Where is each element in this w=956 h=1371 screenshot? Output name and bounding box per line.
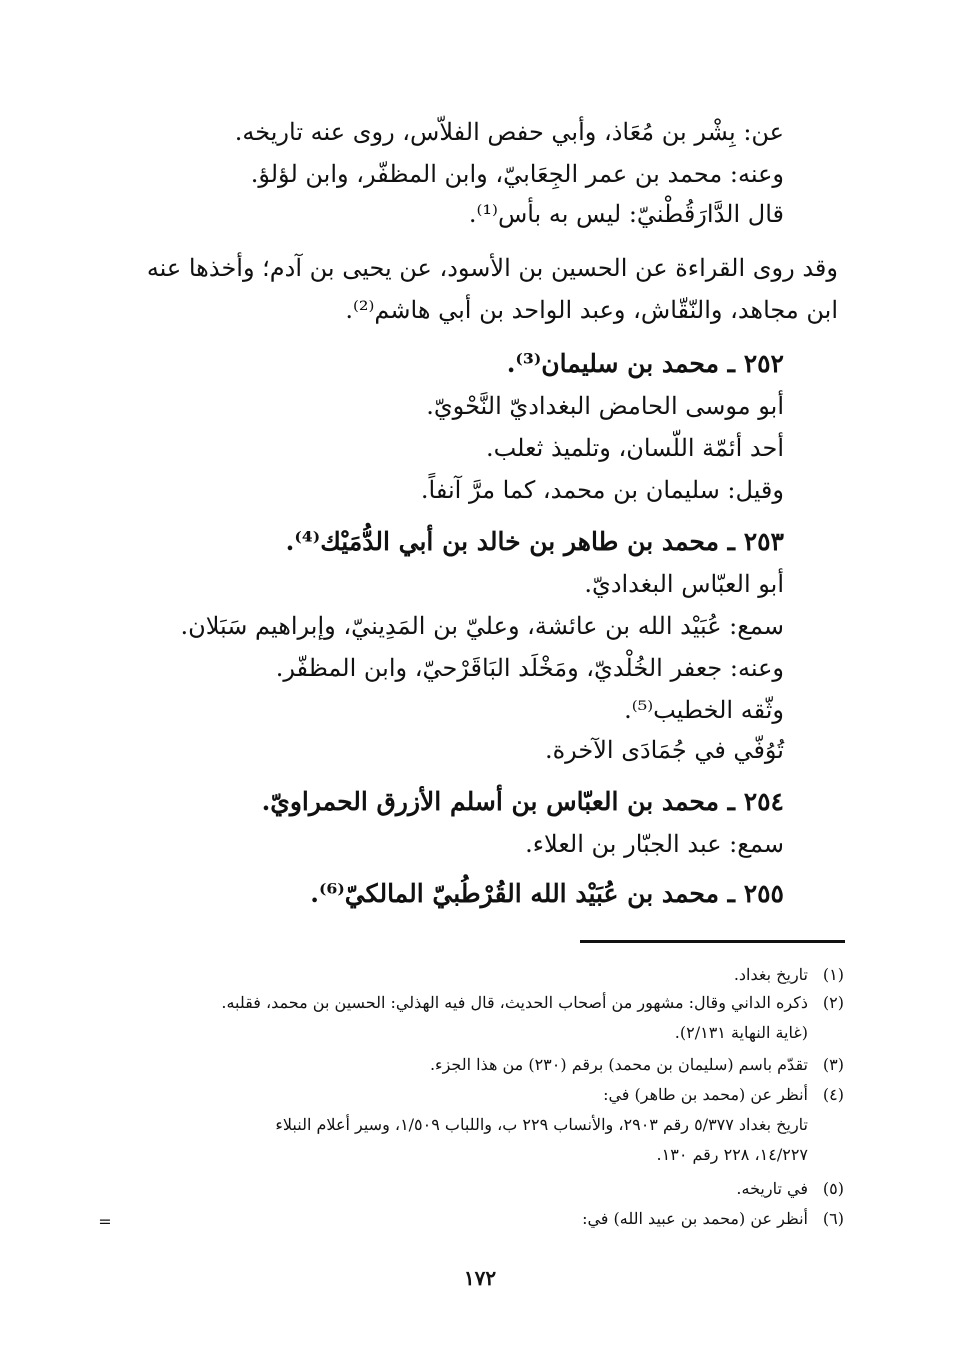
footnote-number: (٤) (822, 1085, 844, 1104)
footnote-6 (582, 1206, 844, 1232)
entry-heading-254: ٢٥٤ ـ محمد بن العبّاس بن أسلم الأزرق الحمراويّ. (261, 787, 784, 816)
text-line-11: أبو العبّاس البغداديّ. (584, 570, 784, 598)
footnote-number: (٦) (822, 1209, 844, 1228)
footnote-text: ذكره الداني وقال: مشهور من أصحاب الحديث، قال فيه الهذلي: الحسين بن محمد، فقلبه. (221, 993, 808, 1012)
footnote-number: (١) (822, 965, 844, 984)
margin-mark: = (98, 1212, 112, 1231)
footnote-1 (734, 962, 844, 988)
text-line-7: أبو موسى الحامض البغداديّ النَّحْويّ. (426, 392, 784, 420)
text-line-1: عن: بِشْر بن مُعَاذ، وأبي حفص الفلاّس، روى عنه تاريخه. (234, 118, 784, 146)
footnote-5 (736, 1176, 844, 1202)
page-number: ١٧٢ (463, 1266, 497, 1290)
footnote-text: أنظر عن (محمد بن طاهر) في: (603, 1085, 808, 1104)
footnote-separator (580, 940, 845, 943)
text-line-12: سمع: عُبَيْد الله بن عائشة، وعليّ بن المَدِينيّ، وإبراهيم سَبَلان. (180, 612, 784, 640)
footnote-text: أنظر عن (محمد بن عبيد الله) في: (582, 1209, 808, 1228)
footnote-4-cont (275, 1112, 808, 1138)
text-line-9: وقيل: سليمان بن محمد، كما مرَّ آنفاً. (420, 476, 784, 504)
text-line-17: سمع: عبد الجبّار بن العلاء. (525, 830, 784, 858)
footnote-3 (430, 1052, 844, 1078)
entry-heading-252: ٢٥٢ ـ محمد بن سليمان⁽³⁾. (506, 349, 784, 378)
footnote-number: (٢) (822, 993, 844, 1012)
entry-heading-255: ٢٥٥ ـ محمد بن عُبَيْد الله القُرْطُبيّ المالكيّ⁽⁶⁾. (310, 879, 784, 908)
text-line-13: وعنه: جعفر الخُلْديّ، ومَخْلَد البَاقَرْحيّ، وابن المظفّر. (275, 654, 784, 682)
text-line-8: أحد أئمّة اللّسان، وتلميذ ثعلب. (485, 434, 784, 462)
footnote-text: تاريخ بغداد ٥/٣٧٧ رقم ٢٩٠٣، والأنساب ٢٢٩ ب، واللباب ١/٥٠٩، وسير أعلام النبلاء (275, 1115, 808, 1134)
footnote-text: تقدّم باسم (سليمان بن محمد) برقم (٢٣٠) من هذا الجزء. (429, 1055, 808, 1074)
footnote-number: (٣) (822, 1055, 844, 1074)
footnote-2-cont (675, 1020, 808, 1046)
footnote-text: في تاريخه. (736, 1179, 808, 1198)
text-line-5: ابن مجاهد، والنّقّاش، وعبد الواحد بن أبي هاشم⁽²⁾. (345, 296, 838, 324)
footnote-text: (غاية النهاية ٢/١٣١). (674, 1023, 808, 1042)
footnote-text: تاريخ بغداد. (733, 965, 808, 984)
text-line-2: وعنه: محمد بن عمر الجِعَابيّ، وابن المظفّر، وابن لؤلؤ. (250, 160, 784, 188)
text-line-14: وثّقه الخطيب⁽⁵⁾. (624, 696, 784, 724)
footnote-number: (٥) (822, 1179, 844, 1198)
entry-heading-253: ٢٥٣ ـ محمد بن طاهر بن خالد بن أبي الدُّمَيْك⁽⁴⁾. (285, 527, 784, 556)
text-line-4: وقد روى القراءة عن الحسين بن الأسود، عن يحيى بن آدم؛ وأخذها عنه (146, 254, 838, 282)
text-line-15: تُوُفّي في جُمَادَى الآخرة. (544, 736, 784, 764)
footnote-text: ١٤/٢٢٧، ٢٢٨ رقم ١٣٠. (656, 1145, 808, 1164)
footnote-4-cont-2 (657, 1142, 808, 1168)
text-line-3: قال الدَّارَقُطْنيّ: ليس به بأس⁽¹⁾. (468, 200, 784, 228)
footnote-2 (221, 990, 844, 1016)
footnote-4 (603, 1082, 844, 1108)
